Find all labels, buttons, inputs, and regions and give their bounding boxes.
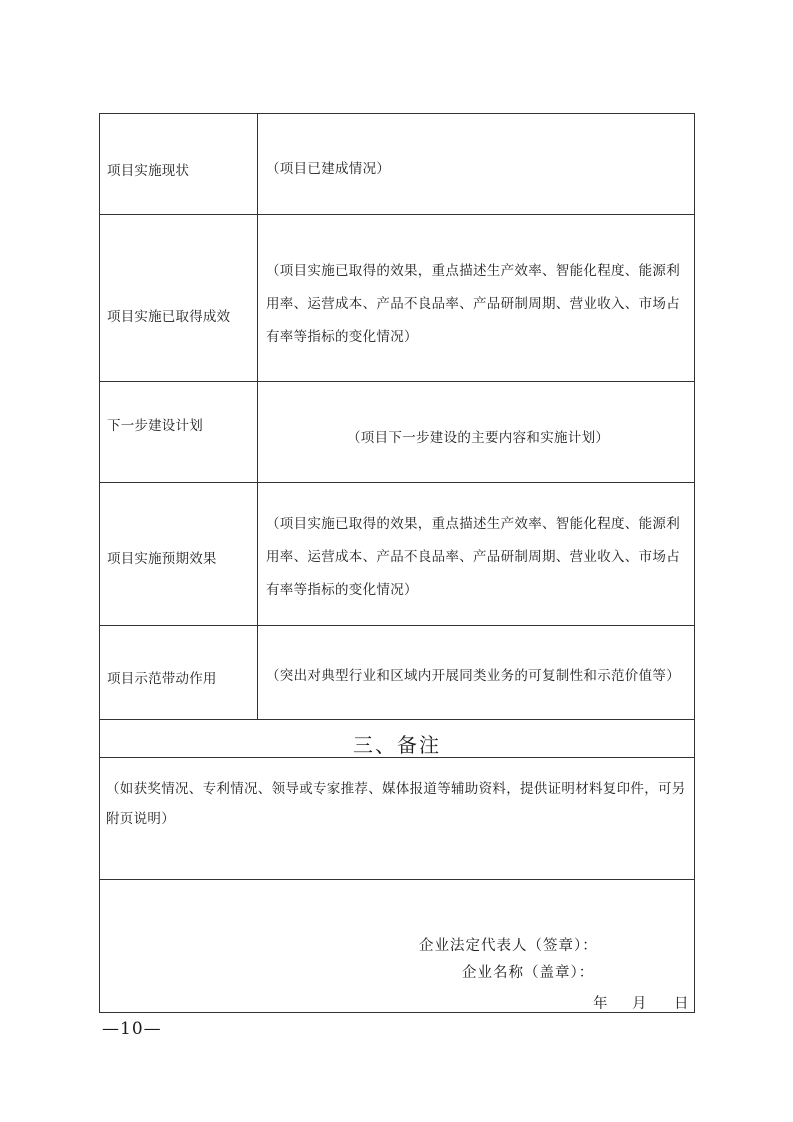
row-content-line: 用率、运营成本、产品不良品率、产品研制周期、营业收入、市场占 xyxy=(266,549,680,565)
remark-row xyxy=(100,758,694,880)
form-row-expected-effect xyxy=(100,483,694,626)
label-cell xyxy=(100,114,258,214)
application-form-table xyxy=(99,113,695,1013)
row-label: 项目示范带动作用 xyxy=(107,671,217,687)
row-content-line: （突出对典型行业和区域内开展同类业务的可复制性和示范价值等） xyxy=(266,668,680,684)
form-row-next-plan xyxy=(100,382,694,483)
row-label: 项目实施预期效果 xyxy=(107,551,217,567)
label-cell xyxy=(100,483,258,625)
row-content-line: 有率等指标的变化情况） xyxy=(266,329,418,345)
row-content-line: （项目实施已取得的效果，重点描述生产效率、智能化程度、能源利 xyxy=(266,516,680,532)
row-label: 项目实施现状 xyxy=(107,163,190,179)
date-month-label: 月 xyxy=(632,996,647,1012)
row-label: 下一步建设计划 xyxy=(107,418,203,434)
page-number: —10— xyxy=(102,1019,162,1039)
date-year-label: 年 xyxy=(593,996,608,1012)
row-label: 项目实施已取得成效 xyxy=(107,309,231,325)
label-cell xyxy=(100,626,258,719)
row-content-line: （项目实施已取得的效果，重点描述生产效率、智能化程度、能源利 xyxy=(266,263,680,279)
remark-text: （如获奖情况、专利情况、领导或专家推荐、媒体报道等辅助资料，提供证明材料复印件，可另附页说明） xyxy=(106,781,686,827)
row-content-line: 有率等指标的变化情况） xyxy=(266,582,418,598)
company-name-seal-label: 企业名称（盖章）： xyxy=(462,965,595,981)
label-cell xyxy=(100,215,258,381)
date-day-label: 日 xyxy=(674,996,689,1012)
form-row-status xyxy=(100,114,694,215)
row-content-line: （项目下一步建设的主要内容和实施计划） xyxy=(347,430,610,446)
section-title: 三、备注 xyxy=(353,733,441,757)
label-cell xyxy=(100,382,258,482)
form-row-achievements xyxy=(100,215,694,382)
row-content-line: （项目已建成情况） xyxy=(266,161,391,177)
signature-row xyxy=(100,880,694,1013)
section-title-row xyxy=(100,720,694,758)
legal-representative-signature-label: 企业法定代表人（签章）： xyxy=(419,938,598,954)
row-content-line: 用率、运营成本、产品不良品率、产品研制周期、营业收入、市场占 xyxy=(266,296,680,312)
form-row-demonstration xyxy=(100,626,694,720)
